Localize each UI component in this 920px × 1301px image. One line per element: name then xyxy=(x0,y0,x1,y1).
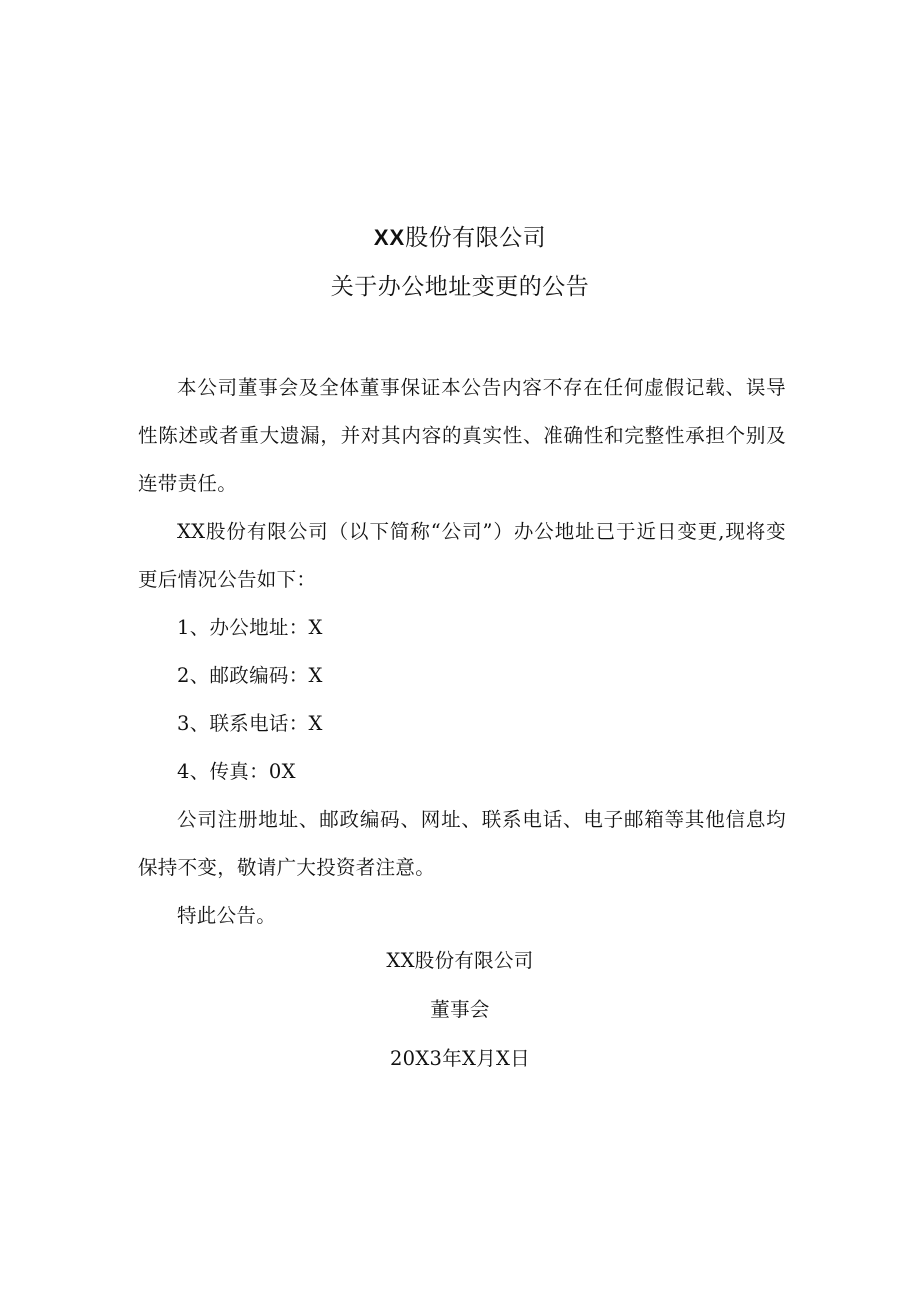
item-fax: 4、传真：0X xyxy=(177,760,296,783)
company-title-prefix: XX xyxy=(373,225,406,250)
signature-board: 董事会 xyxy=(430,998,490,1021)
company-title-rest: 股份有限公司 xyxy=(405,225,547,251)
signature-company: XX股份有限公司 xyxy=(386,949,534,972)
item-postal-code: 2、邮政编码：X xyxy=(177,664,323,687)
board-statement: 本公司董事会及全体董事保证本公告内容不存在任何虚假记载、误导性陈述或者重大遗漏，并对其内容的真实性、准确性和完整性承担个别及连带责任。 xyxy=(138,376,786,495)
notice-body xyxy=(138,364,786,940)
item-phone: 3、联系电话：X xyxy=(177,712,323,735)
notice-title: 关于办公地址变更的公告 xyxy=(330,274,590,300)
closing-statement: 特此公告。 xyxy=(177,904,277,927)
company-title xyxy=(0,219,920,252)
signature-date: 20X3年X月X日 xyxy=(389,1047,531,1070)
change-intro: XX股份有限公司（以下简称“公司”）办公地址已于近日变更,现将变更后情况公告如下： xyxy=(138,520,786,591)
item-office-address: 1、办公地址：X xyxy=(177,616,323,639)
unchanged-info-note: 公司注册地址、邮政编码、网址、联系电话、电子邮箱等其他信息均保持不变，敬请广大投资者注意。 xyxy=(138,808,786,879)
